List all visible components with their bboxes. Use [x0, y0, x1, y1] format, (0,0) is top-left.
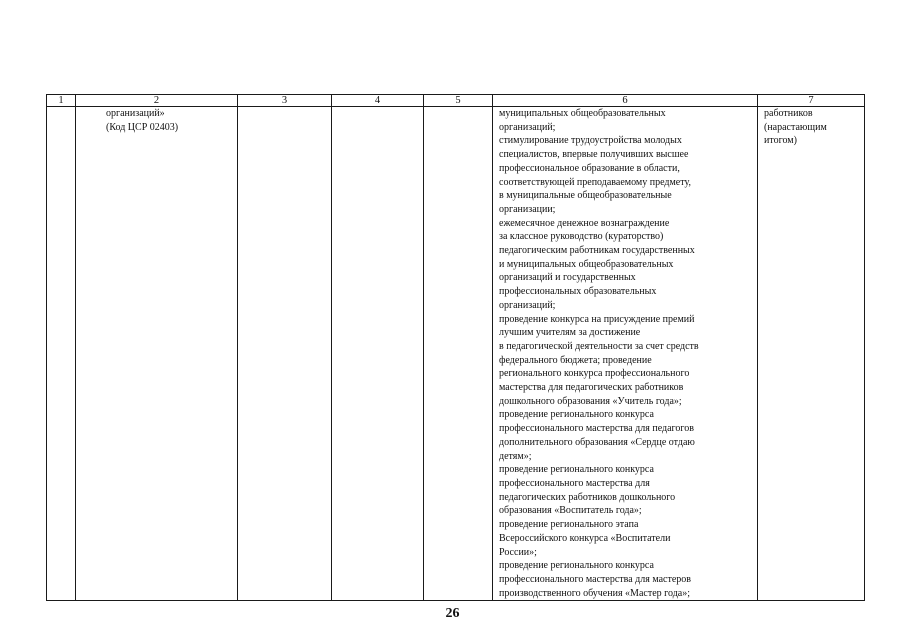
- cell-col2: [76, 107, 238, 601]
- column-header-7: 7: [758, 95, 865, 107]
- column-header-5: 5: [424, 95, 493, 107]
- column-header-2: 2: [76, 95, 238, 107]
- cell-col7: [758, 107, 865, 601]
- document-table: [46, 94, 865, 601]
- column-header-6: 6: [493, 95, 758, 107]
- program-name-text: организаций» (Код ЦСР 02403): [106, 108, 179, 133]
- column-header-1: 1: [47, 95, 76, 107]
- column-header-4: 4: [332, 95, 424, 107]
- cell-col4: [332, 107, 424, 601]
- cell-col3: [238, 107, 332, 601]
- cell-col1: [47, 107, 76, 601]
- indicator-text: работников (нарастающим итогом): [764, 108, 827, 147]
- activities-text: муниципальных общеобразовательных организаций; стимулирование трудоустройства молодых специалистов, впервые получивших высшее профессиональное образование в области, соответствующей преподаваемому предмету, в муниципальные общеобразовательные организации; ежемесячное денежное вознаграждение за классное руководство (кураторство) педагогическим работникам государственных и муниципальных общеобразовательных организаций и государственных профессиональных образовательных организаций; проведение конкурса на присуждение премий лучшим учителям за достижение в педагогической деятельности за счет средств федерального бюджета; проведение регионального конкурса профессионального мастерства для педагогических работников дошкольного образования «Учитель года»; проведение регионального конкурса профессионального мастерства для педагогов дополнительного образования «Сердце отдаю детям»; проведение регионального конкурса профессионального мастерства для педагогических работников дошкольного образования «Воспитатель года»; проведение регионального этапа Всероссийского конкурса «Воспитатели России»; проведение регионального конкурса профессионального мастерства для мастеров производственного обучения «Мастер года»;: [499, 108, 699, 599]
- cell-col6: [493, 107, 758, 601]
- header-row: [47, 95, 865, 107]
- cell-col5: [424, 107, 493, 601]
- table-row: [47, 107, 865, 601]
- column-header-3: 3: [238, 95, 332, 107]
- page-number: 26: [445, 606, 460, 621]
